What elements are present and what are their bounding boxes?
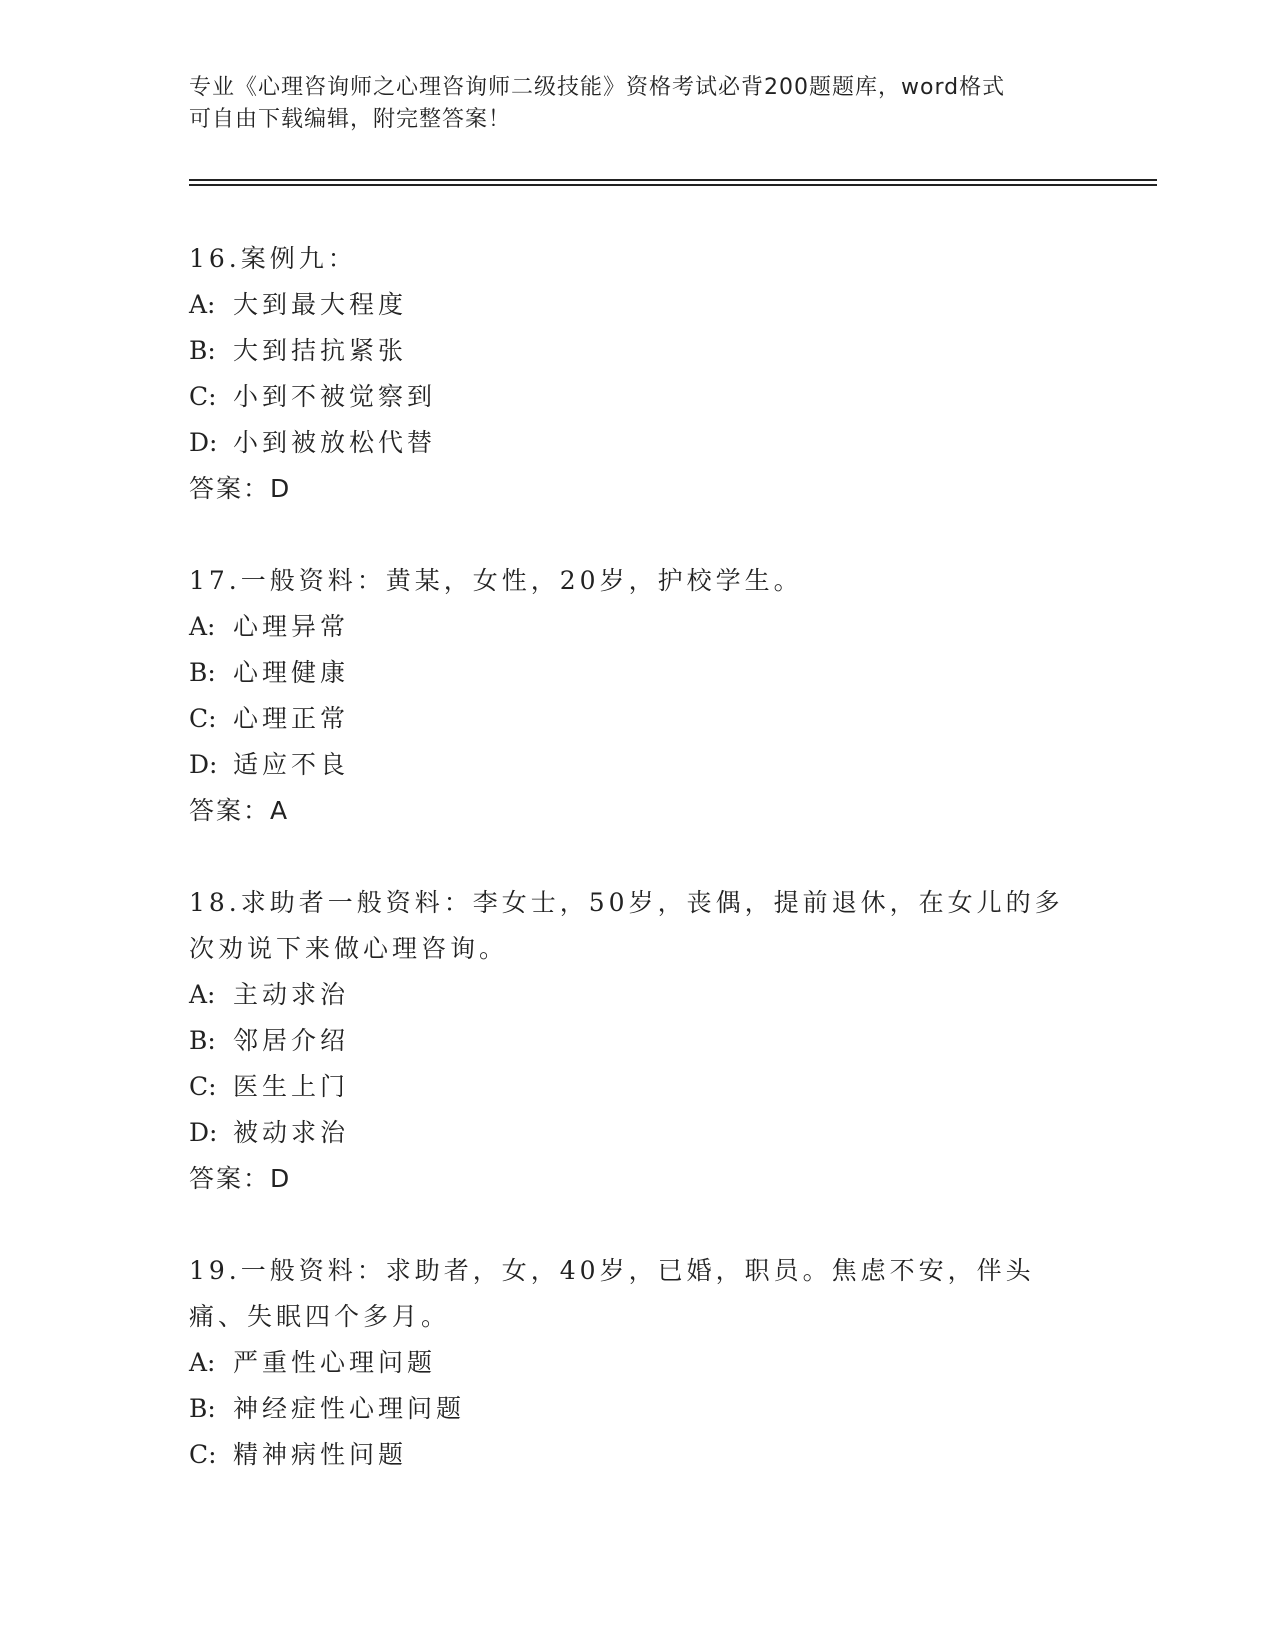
option-c bbox=[189, 1432, 1089, 1478]
option-text: 心理正常 bbox=[233, 704, 350, 733]
answer-label: 答案：A bbox=[189, 796, 290, 825]
question-17 bbox=[189, 558, 1089, 834]
option-a bbox=[189, 604, 1089, 650]
option-letter: B: bbox=[189, 336, 216, 365]
option-letter: B: bbox=[189, 1026, 216, 1055]
option-text: 严重性心理问题 bbox=[233, 1348, 437, 1377]
option-text: 主动求治 bbox=[233, 980, 350, 1009]
option-letter: A: bbox=[189, 290, 216, 319]
option-letter: C: bbox=[189, 1440, 217, 1469]
question-stem: 17.一般资料：黄某，女性，20岁，护校学生。 bbox=[189, 566, 803, 595]
option-d bbox=[189, 1110, 1089, 1156]
answer-label: 答案：D bbox=[189, 1164, 292, 1193]
option-letter: C: bbox=[189, 382, 217, 411]
option-b bbox=[189, 328, 1089, 374]
option-letter: C: bbox=[189, 704, 217, 733]
option-a bbox=[189, 972, 1089, 1018]
option-letter: D: bbox=[189, 750, 218, 779]
option-text: 精神病性问题 bbox=[233, 1440, 408, 1469]
answer-label: 答案：D bbox=[189, 474, 292, 503]
option-b bbox=[189, 1018, 1089, 1064]
option-letter: A: bbox=[189, 980, 216, 1009]
option-text: 邻居介绍 bbox=[233, 1026, 350, 1055]
header-divider-top bbox=[189, 179, 1157, 181]
question-stem: 18.求助者一般资料：李女士，50岁，丧偶，提前退休，在女儿的多次劝说下来做心理咨询。 bbox=[189, 888, 1064, 963]
option-c bbox=[189, 696, 1089, 742]
option-b bbox=[189, 650, 1089, 696]
question-stem: 16.案例九： bbox=[189, 244, 357, 273]
option-text: 大到拮抗紧张 bbox=[233, 336, 408, 365]
question-16 bbox=[189, 236, 1089, 512]
option-a bbox=[189, 282, 1089, 328]
option-text: 小到被放松代替 bbox=[233, 428, 437, 457]
header-line-2: 可自由下载编辑，附完整答案！ bbox=[189, 107, 512, 132]
question-18 bbox=[189, 880, 1089, 1202]
option-letter: A: bbox=[189, 1348, 216, 1377]
option-letter: B: bbox=[189, 658, 216, 687]
option-text: 适应不良 bbox=[233, 750, 350, 779]
option-c bbox=[189, 374, 1089, 420]
question-19 bbox=[189, 1248, 1089, 1478]
document-header bbox=[189, 72, 1069, 136]
option-letter: C: bbox=[189, 1072, 217, 1101]
option-text: 医生上门 bbox=[233, 1072, 350, 1101]
option-a bbox=[189, 1340, 1089, 1386]
option-text: 心理异常 bbox=[233, 612, 350, 641]
option-letter: A: bbox=[189, 612, 216, 641]
option-d bbox=[189, 420, 1089, 466]
question-stem: 19.一般资料：求助者，女，40岁，已婚，职员。焦虑不安，伴头痛、失眠四个多月。 bbox=[189, 1256, 1035, 1331]
option-d bbox=[189, 742, 1089, 788]
header-line-1: 专业《心理咨询师之心理咨询师二级技能》资格考试必背200题题库，word格式 bbox=[189, 75, 1006, 100]
option-letter: D: bbox=[189, 1118, 218, 1147]
option-text: 神经症性心理问题 bbox=[233, 1394, 466, 1423]
option-letter: D: bbox=[189, 428, 218, 457]
option-text: 心理健康 bbox=[233, 658, 350, 687]
option-c bbox=[189, 1064, 1089, 1110]
option-text: 大到最大程度 bbox=[233, 290, 408, 319]
option-text: 小到不被觉察到 bbox=[233, 382, 437, 411]
question-list bbox=[189, 236, 1089, 1524]
option-letter: B: bbox=[189, 1394, 216, 1423]
header-divider-bottom bbox=[189, 184, 1157, 186]
option-text: 被动求治 bbox=[233, 1118, 350, 1147]
option-b bbox=[189, 1386, 1089, 1432]
